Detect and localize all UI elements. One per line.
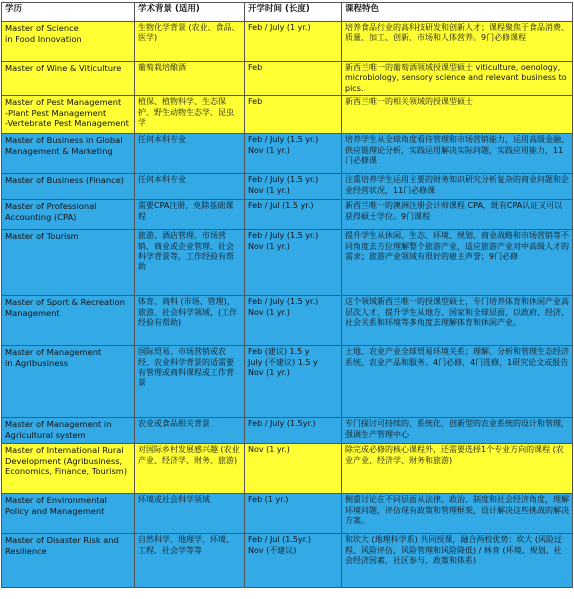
- start-cell: Feb / July (1.5 yr.) Nov (1 yr.): [245, 296, 342, 346]
- table-row: [2, 22, 573, 62]
- table-row: [2, 96, 573, 134]
- background-cell: 自然科学、地理学、环境、工程、社会学等等: [135, 534, 245, 588]
- background-cell: 环境或社会科学领域: [135, 494, 245, 534]
- table-row: [2, 134, 573, 174]
- start-cell: Feb (1 yr.): [245, 494, 342, 534]
- background-cell: 旅游、酒店管理、市场营销、商业或企业管理、社会科学背景等，工作经验有帮助: [135, 230, 245, 296]
- degree-cell: Master of Wine & Viticulture: [2, 62, 135, 96]
- table-row: [2, 174, 573, 200]
- degree-cell: Master of Business (Finance): [2, 174, 135, 200]
- table-row: [2, 534, 573, 588]
- features-cell: 培养食品行业的高科技研发和创新人才；课程聚焦于食品消费、质量、加工、创新、市场和人体营养。9门必修课程: [342, 22, 573, 62]
- background-cell: 任何本科专业: [135, 174, 245, 200]
- background-cell: 体育、商科 (市场、管理)，旅游、社会科学领域，(工作经验有帮助): [135, 296, 245, 346]
- start-cell: Feb / July (1.5 yr.) Nov (1 yr.): [245, 134, 342, 174]
- table-row: [2, 444, 573, 494]
- degree-cell: Master of Environmental Policy and Management: [2, 494, 135, 534]
- background-cell: 生物化学背景 (农业、食品、医学): [135, 22, 245, 62]
- features-cell: 新西兰唯一的澳洲注册会计师课程 CPA，既有CPA认证又可以获得硕士学位。9门课程: [342, 200, 573, 230]
- degree-cell: Master of Sport & Recreation Management: [2, 296, 135, 346]
- start-cell: Feb / July (1.5 yr.) Nov (1 yr.): [245, 174, 342, 200]
- table-wrapper: [1, 2, 572, 588]
- degree-cell: Master of Professional Accounting (CPA): [2, 200, 135, 230]
- table-row: [2, 296, 573, 346]
- degree-cell: Master of Management in Agricultural system: [2, 418, 135, 444]
- background-cell: 对国际乡村发展感兴趣 (农业产业、经济学、财务、旅游): [135, 444, 245, 494]
- background-cell: 任何本科专业: [135, 134, 245, 174]
- start-cell: Feb / Jul (1.5yr.) Nov (不建议): [245, 534, 342, 588]
- features-cell: 和坎大 (地理科学系) 共同授课，融合两校优势：坎大 (风险过程、风险评估、风险管理和风险降低) / 林肯 (环境、规划、社会经济因素，社区参与，政策和体系): [342, 534, 573, 588]
- start-cell: Feb: [245, 62, 342, 96]
- table-row: [2, 494, 573, 534]
- degree-cell: Master of Science in Food Innovation: [2, 22, 135, 62]
- start-cell: Feb / Jul (1.5 yr.): [245, 200, 342, 230]
- features-cell: 注重培养学生运用主要的财务知识研究分析复杂的商业问题和企业经营状况，11门必修课: [342, 174, 573, 200]
- background-cell: 植保、植物科学、生态保护、野生动物生态学、昆虫学: [135, 96, 245, 134]
- start-cell: Feb / July (1 yr.): [245, 22, 342, 62]
- background-cell: 农业或食品相关背景: [135, 418, 245, 444]
- degree-cell: Master of Business in Global Management & Marketing: [2, 134, 135, 174]
- background-cell: 需要CPA注册，免除基础课程: [135, 200, 245, 230]
- start-cell: Feb: [245, 96, 342, 134]
- table-row: [2, 62, 573, 96]
- features-cell: 新西兰唯一的相关领域的授课型硕士: [342, 96, 573, 134]
- features-cell: 培养学生从全球角度看待管理和市场营销能力，运用高级金融、供应链理论分析，实践运用解决实际问题，实践应用能力，11门必修课: [342, 134, 573, 174]
- degree-cell: Master of Tourism: [2, 230, 135, 296]
- degree-cell: Master of Management in Agribusiness: [2, 346, 135, 418]
- start-cell: Feb / July (1.5yr.): [245, 418, 342, 444]
- start-cell: Feb / July (1.5 yr.) Nov (1 yr.): [245, 230, 342, 296]
- features-cell: 这个领域新西兰唯一的授课型硕士，专门培养体育和休闲产业高层次人才，提升学生从地方、国家和全球层面，以政府、经济、社会关系和环境等多角度去理解体育和休闲产业。: [342, 296, 573, 346]
- start-cell: Nov (1 yr.): [245, 444, 342, 494]
- background-cell: 国际贸易、市场营销或农经、农业科学背景的适需要有管理或商科课程或工作背景: [135, 346, 245, 418]
- features-cell: 提升学生从休闲、生态、环境、规划、商业战略和市场营销等不同角度去方位理解整个旅游产业，适应旅游产业对中高级人才的需求；旅游产业领域有很好的雇主声誉；9门必修: [342, 230, 573, 296]
- features-cell: 除完成必修的核心课程外，还需要选择1个专业方向的课程 (农业产业、经济学、财务和旅游): [342, 444, 573, 494]
- header-course-features: 课程特色: [342, 3, 573, 22]
- features-cell: 侧重讨论在不同层面从法律、政治、制度和社会经济角度，理解环境问题，评估现有政策和管理框架，设计解决这些挑战的解决方案。: [342, 494, 573, 534]
- background-cell: 葡萄栽培酿酒: [135, 62, 245, 96]
- table-row: [2, 346, 573, 418]
- header-academic-background: 学术背景 (适用): [135, 3, 245, 22]
- degree-cell: Master of Disaster Risk and Resilience: [2, 534, 135, 588]
- header-degree: 学历: [2, 3, 135, 22]
- degree-cell: Master of International Rural Development (Agribusiness, Economics, Finance, Tourism): [2, 444, 135, 494]
- table-header-row: [2, 3, 573, 22]
- table-row: [2, 200, 573, 230]
- features-cell: 土地、农业产业全球贸易环境关系；理解、分析和管理生态经济系统，农业产品和服务。4门必修，4门选修，1研究论文或报告: [342, 346, 573, 418]
- features-cell: 新西兰唯一的葡萄酒领域授课型硕士 viticulture, oenology, microbiology, sensory science and relevant business topics.: [342, 62, 573, 96]
- table-row: [2, 418, 573, 444]
- degree-cell: Master of Pest Management -Plant Pest Management -Vertebrate Pest Management: [2, 96, 135, 134]
- features-cell: 专门探讨可持续的，系统化，创新型的农业系统的设计和管理，强调生产管理中心: [342, 418, 573, 444]
- programs-table: [1, 2, 573, 588]
- header-start-date: 开学时间 (长度): [245, 3, 342, 22]
- table-row: [2, 230, 573, 296]
- start-cell: Feb (建议) 1.5 y July (不建议) 1.5 y Nov (1 yr.): [245, 346, 342, 418]
